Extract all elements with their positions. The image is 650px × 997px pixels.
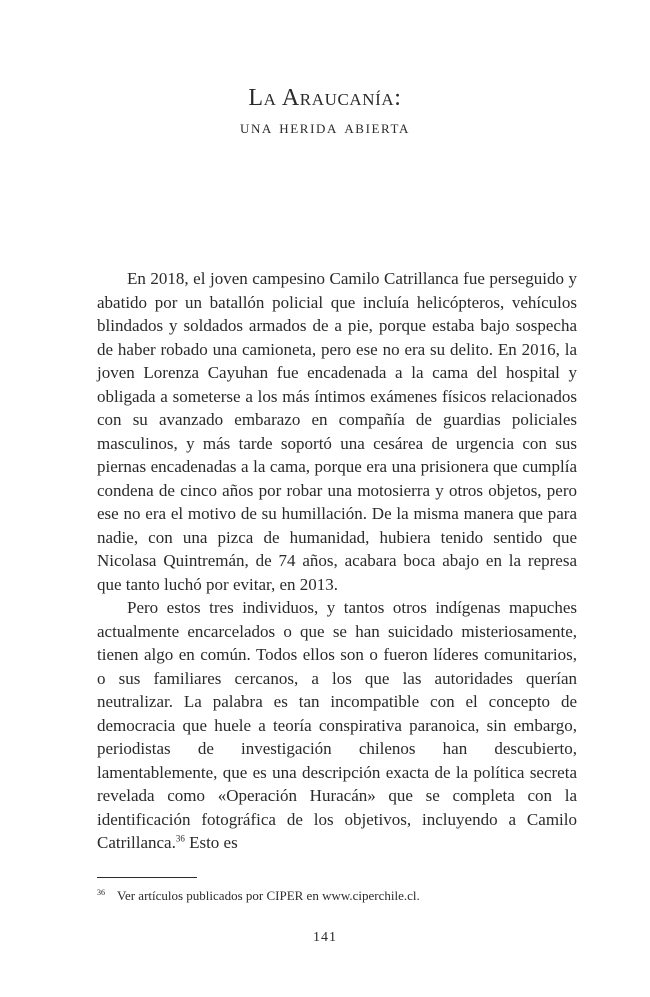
footnote (97, 888, 577, 904)
footnote-text: Ver artículos publicados por CIPER en www.ciperchile.cl. (117, 888, 420, 903)
paragraph-2-text: Pero estos tres individuos, y tantos otros indígenas mapuches actualmente encarcelados o que se han suicidado misteriosamente, tienen algo en común. Todos ellos son o fueron líderes comunitarios, o sus familiares cercanos, a los que las autoridades querían neutralizar. La palabra es tan incompatible con el concepto de democracia que huele a teoría conspirativa paranoica, sin embargo, periodistas de investigación chilenos han descubierto, lamentablemente, que es una descripción exacta de la política secreta revelada como «Operación Huracán» que se completa con la identificación fotográfica de los objetivos, incluyendo a Camilo Catrillanca. (97, 598, 577, 852)
chapter-title: La Araucanía: (248, 85, 402, 111)
chapter-subtitle: una herida abierta (239, 117, 411, 138)
footnote-divider (97, 877, 197, 878)
paragraph-2-tail: Esto es (184, 833, 238, 852)
footnote-number: 36 (97, 887, 105, 897)
footnote-reference: 36 (175, 833, 185, 844)
paragraph-1: En 2018, el joven campesino Camilo Catrillanca fue perseguido y abatido por un batallón policial que incluía helicópteros, vehículos blindados y soldados armados de a pie, porque estaba bajo sospecha de haber robado una camioneta, pero ese no era su delito. En 2016, la joven Lorenza Cayuhan fue encadenada a la cama del hospital y obligada a someterse a los más íntimos exámenes físicos relacionados con su avanzado embarazo en compañía de guardias policiales masculinos, y más tarde soportó una cesárea de urgencia con sus piernas encadenadas a la cama, porque era una prisionera que cumplía condena de cinco años por robar una motosierra y otros objetos, pero ese no era el motivo de su humillación. De la misma manera que para nadie, con una pizca de humanidad, hubiera tenido sentido que Nicolasa Quintremán, de 74 años, acabara boca abajo en la represa que tanto luchó por evitar, en 2013. (97, 269, 577, 594)
page-number: 141 (313, 930, 337, 945)
body-text (97, 267, 577, 855)
paragraph-2 (97, 596, 577, 855)
